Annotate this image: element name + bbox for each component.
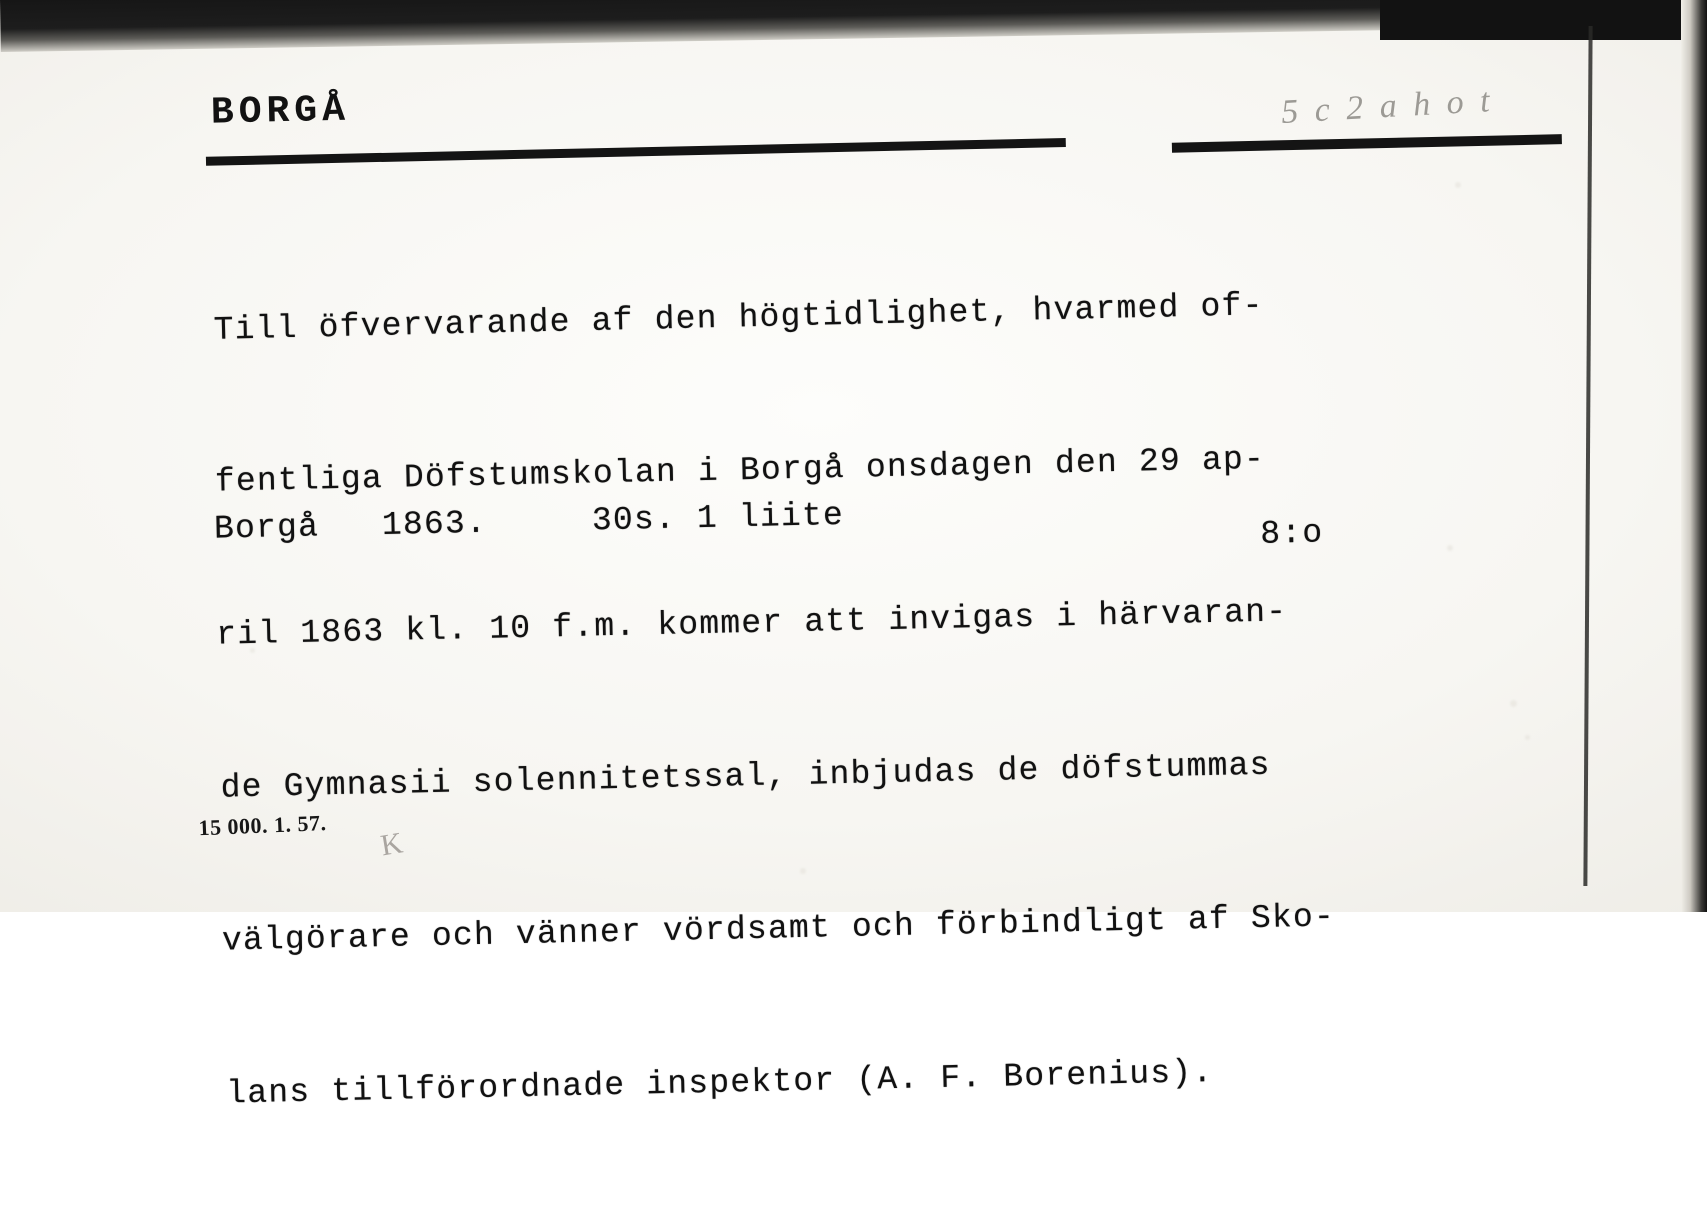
heading-underline-right	[1172, 134, 1562, 153]
body-line: de Gymnasii solennitetssal, inbjudas de döfstummas	[220, 746, 1271, 807]
body-line: fentliga Döfstumskolan i Borgå onsdagen den 29 ap-	[214, 440, 1266, 501]
typed-body-text	[207, 171, 1629, 1221]
card-heading-place: BORGÅ	[210, 88, 351, 135]
body-line: välgörare och vänner vördsamt och förbindligt af Sko-	[221, 898, 1336, 960]
handwritten-annotation: 5 c 2 a h o t	[1280, 81, 1495, 131]
body-line: Till öfvervarande af den högtidlighet, hvarmed of-	[213, 287, 1264, 349]
heading-underline-left	[206, 138, 1066, 166]
pencil-check-mark: K	[378, 826, 406, 863]
print-run-code: 15 000. 1. 57.	[198, 810, 327, 841]
body-line: ril 1863 kl. 10 f.m. kommer att invigas i härvaran-	[215, 593, 1288, 654]
format-note: 8:o	[1259, 514, 1324, 553]
imprint-line: Borgå 1863. 30s. 1 liite	[213, 496, 845, 548]
body-line: lans tillförordnade inspektor (A. F. Borenius).	[225, 1054, 1214, 1113]
